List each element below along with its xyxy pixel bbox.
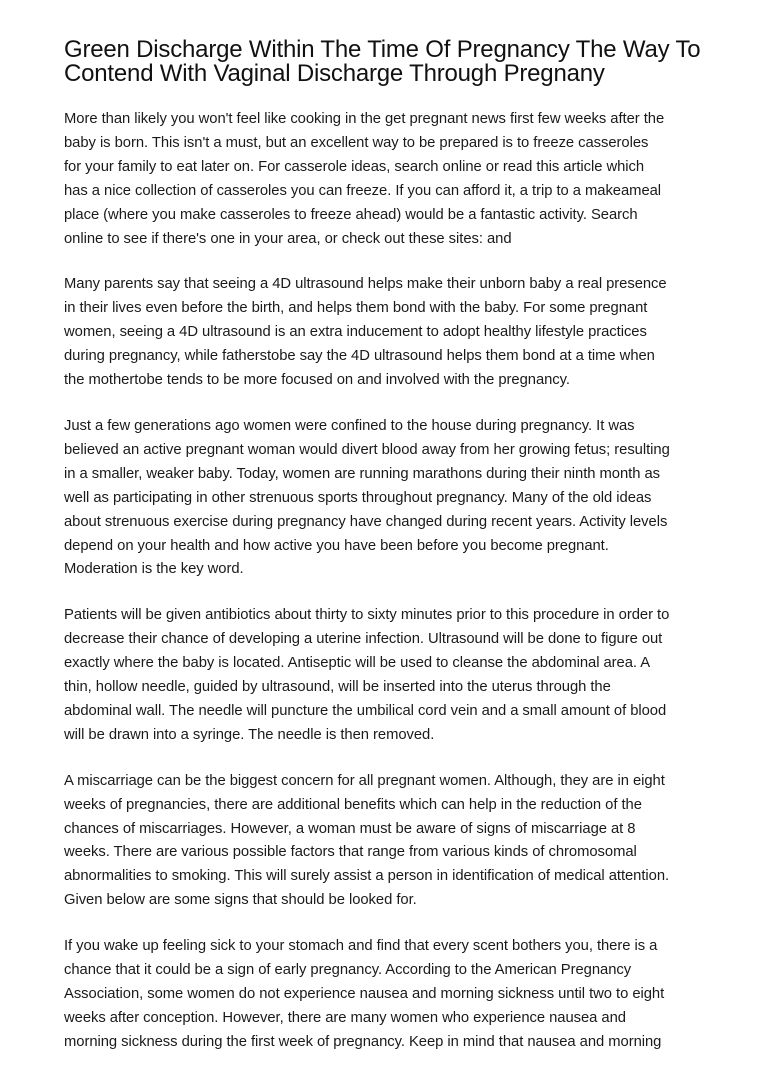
document-page bbox=[64, 38, 714, 1077]
paragraph-procedure: Patients will be given antibiotics about thirty to sixty minutes prior to this procedure in order to decrease their chance of developing a uterine infection. Ultrasound will be done to figure out exactly where the baby is located. Antiseptic will be used to cleanse the abdominal area. A thin, hollow needle, guided by ultrasound, will be inserted into the uterus through the abdominal wall. The needle will puncture the umbilical cord vein and a small amount of blood will be drawn into a syringe. The needle is then removed. bbox=[64, 607, 670, 743]
paragraph-exercise: Just a few generations ago women were confined to the house during pregnancy. It was believed an active pregnant woman would divert blood away from her growing fetus; resulting in a smaller, weaker baby. Today, women are running marathons during their ninth month as well as participating in other strenuous sports throughout pregnancy. Many of the old ideas about strenuous exercise during pregnancy have changed during recent years. Activity levels depend on your health and how active you have been before you become pregnant. Moderation is the key word. bbox=[64, 417, 670, 578]
document-body bbox=[64, 108, 714, 1055]
paragraph-miscarriage: A miscarriage can be the biggest concern for all pregnant women. Although, they are in eight weeks of pregnancies, there are additional benefits which can help in the reduction of the chances of miscarriages. However, a woman must be aware of signs of miscarriage at 8 weeks. There are various possible factors that range from various kinds of chromosomal abnormalities to smoking. This will surely assist a person in identification of medical attention. Given below are some signs that should be looked for. bbox=[64, 772, 670, 909]
paragraph-meal-prep: More than likely you won't feel like cooking in the get pregnant news first few weeks after the baby is born. This isn't a must, but an excellent way to be prepared is to freeze casseroles for your family to eat later on. For casserole ideas, search online or read this article which has a nice collection of casseroles you can freeze. If you can afford it, a trip to a makeameal place (where you make casseroles to freeze ahead) would be a fantastic activity. Search online to see if there's one in your area, or check out these sites: and bbox=[64, 111, 665, 247]
paragraph-4d-ultrasound: Many parents say that seeing a 4D ultrasound helps make their unborn baby a real presence in their lives even before the birth, and helps them bond with the baby. For some pregnant women, seeing a 4D ultrasound is an extra inducement to adopt healthy lifestyle practices during pregnancy, while fatherstobe say the 4D ultrasound helps them bond at a time when the mothertobe tends to be more focused on and involved with the pregnancy. bbox=[64, 276, 667, 389]
document-title: Green Discharge Within The Time Of Pregnancy The Way To Contend With Vaginal Discharge Through Pregnany bbox=[64, 36, 701, 87]
paragraph-morning-sickness: If you wake up feeling sick to your stomach and find that every scent bothers you, there is a chance that it could be a sign of early pregnancy. According to the American Pregnancy Association, some women do not experience nausea and morning sickness until two to eight weeks after conception. However, there are many women who experience nausea and morning sickness during the first week of pregnancy. Keep in mind that nausea and morning bbox=[64, 938, 665, 1050]
